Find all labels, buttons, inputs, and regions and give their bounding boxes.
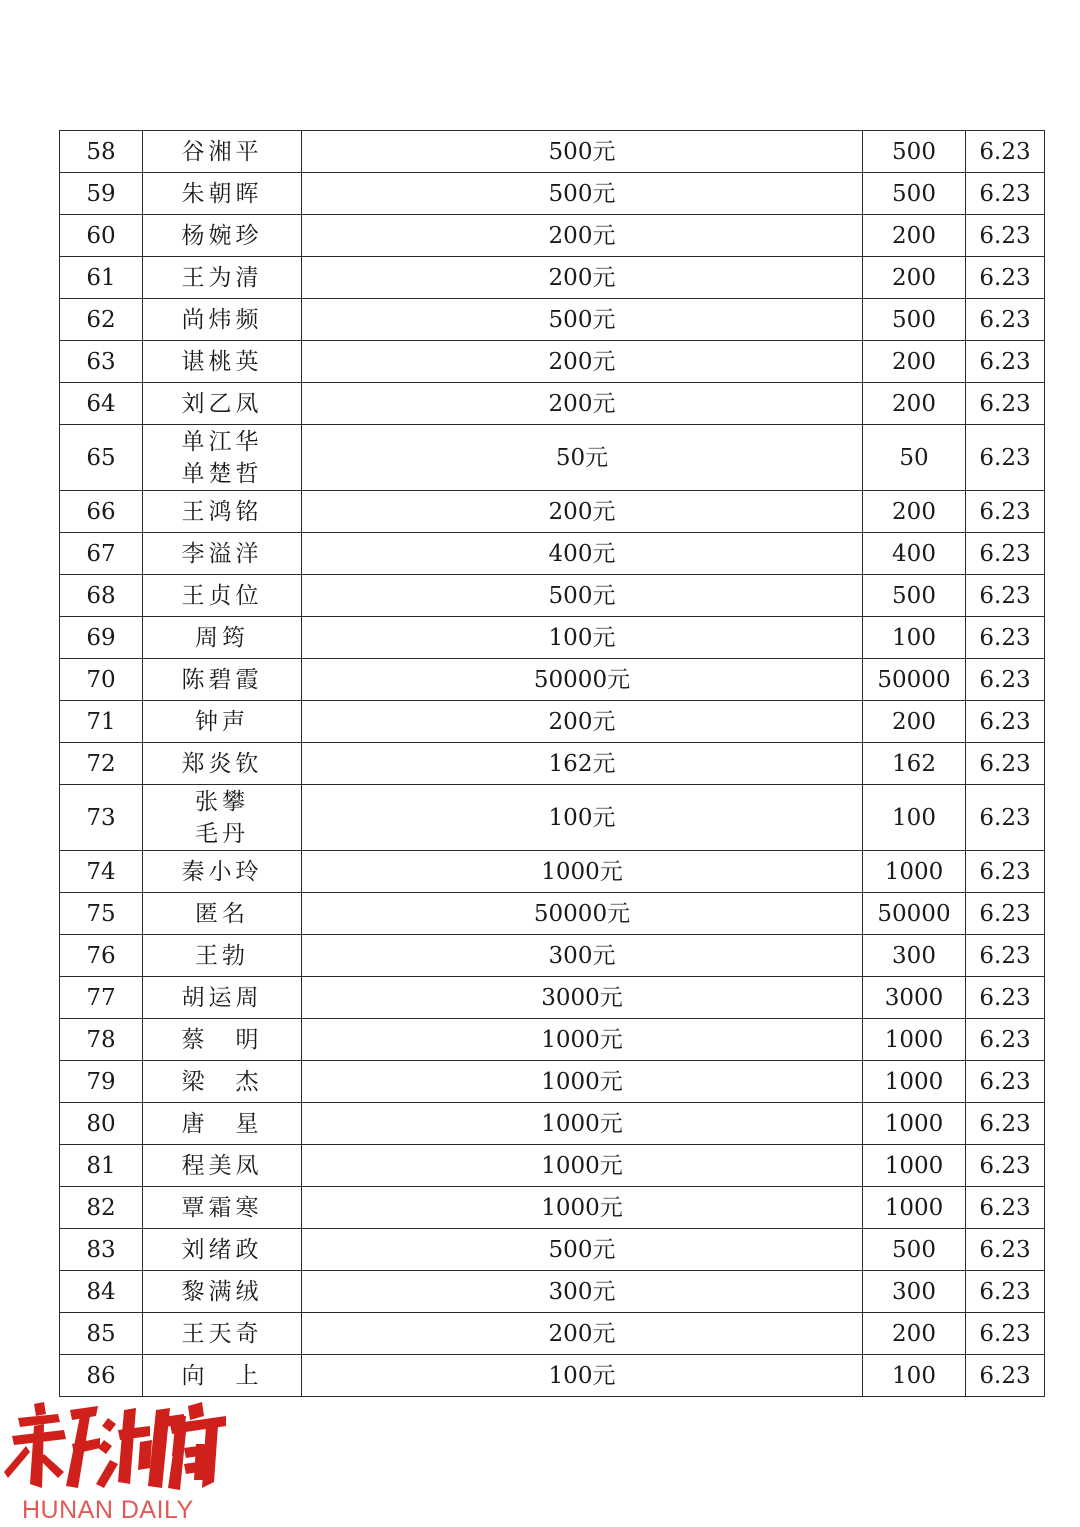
donor-name	[143, 1103, 302, 1145]
donation-date: 6.23	[966, 575, 1045, 617]
donation-amount: 1000元	[302, 1103, 863, 1145]
row-number: 71	[60, 701, 143, 743]
donor-name	[143, 1313, 302, 1355]
donor-name-line: 匿名	[195, 900, 249, 927]
row-number: 72	[60, 743, 143, 785]
donation-date: 6.23	[966, 1229, 1045, 1271]
donation-amount: 300元	[302, 935, 863, 977]
row-number: 65	[60, 425, 143, 491]
table-row	[60, 491, 1045, 533]
row-number: 76	[60, 935, 143, 977]
donor-name-line: 谷湘平	[181, 138, 263, 165]
table-row	[60, 383, 1045, 425]
donor-name-line: 刘乙凤	[181, 390, 263, 417]
donation-date: 6.23	[966, 425, 1045, 491]
table-row	[60, 257, 1045, 299]
donor-name	[143, 659, 302, 701]
donation-date: 6.23	[966, 893, 1045, 935]
donor-name-line: 王为清	[181, 264, 263, 291]
donation-table	[59, 130, 1045, 1397]
donor-name-line: 朱朝晖	[181, 180, 263, 207]
donation-amount: 50000元	[302, 893, 863, 935]
donor-name-line: 梁 杰	[181, 1068, 263, 1095]
donation-date: 6.23	[966, 491, 1045, 533]
donation-value: 50	[863, 425, 966, 491]
donor-name	[143, 173, 302, 215]
donation-amount: 500元	[302, 131, 863, 173]
donation-value: 200	[863, 701, 966, 743]
row-number: 62	[60, 299, 143, 341]
donation-date: 6.23	[966, 1271, 1045, 1313]
table-row	[60, 533, 1045, 575]
donor-name-line: 向 上	[181, 1362, 263, 1389]
donor-name	[143, 851, 302, 893]
donation-date: 6.23	[966, 701, 1045, 743]
row-number: 86	[60, 1355, 143, 1397]
donation-amount: 3000元	[302, 977, 863, 1019]
table-row	[60, 785, 1045, 851]
donation-value: 162	[863, 743, 966, 785]
donation-value: 100	[863, 617, 966, 659]
donation-date: 6.23	[966, 341, 1045, 383]
donor-name-line: 唐 星	[181, 1110, 263, 1137]
donation-amount: 162元	[302, 743, 863, 785]
donation-date: 6.23	[966, 215, 1045, 257]
donation-amount: 1000元	[302, 851, 863, 893]
donation-amount: 500元	[302, 173, 863, 215]
donation-date: 6.23	[966, 383, 1045, 425]
donor-name	[143, 977, 302, 1019]
row-number: 74	[60, 851, 143, 893]
donation-amount: 300元	[302, 1271, 863, 1313]
donor-name-line: 尚炜频	[181, 306, 263, 333]
donation-date: 6.23	[966, 617, 1045, 659]
donor-name	[143, 491, 302, 533]
row-number: 78	[60, 1019, 143, 1061]
donor-name-line: 胡运周	[181, 984, 263, 1011]
table-row	[60, 935, 1045, 977]
donation-value: 200	[863, 215, 966, 257]
donation-amount: 100元	[302, 617, 863, 659]
donation-value: 500	[863, 1229, 966, 1271]
table-row	[60, 425, 1045, 491]
donation-date: 6.23	[966, 299, 1045, 341]
donation-date: 6.23	[966, 785, 1045, 851]
row-number: 85	[60, 1313, 143, 1355]
donation-date: 6.23	[966, 1061, 1045, 1103]
donation-date: 6.23	[966, 659, 1045, 701]
donation-value: 400	[863, 533, 966, 575]
donation-value: 300	[863, 1271, 966, 1313]
donation-date: 6.23	[966, 743, 1045, 785]
donation-amount: 200元	[302, 701, 863, 743]
donor-name-line: 王天奇	[181, 1320, 263, 1347]
donation-amount: 50000元	[302, 659, 863, 701]
donation-value: 200	[863, 257, 966, 299]
donor-name	[143, 1187, 302, 1229]
table-row	[60, 341, 1045, 383]
table-row	[60, 701, 1045, 743]
donation-amount: 200元	[302, 383, 863, 425]
table-row	[60, 1229, 1045, 1271]
row-number: 68	[60, 575, 143, 617]
donation-value: 50000	[863, 893, 966, 935]
donor-name-line: 谌桃英	[181, 348, 263, 375]
donor-name	[143, 617, 302, 659]
donor-name-line: 王勃	[195, 942, 249, 969]
donor-name-line: 李溢洋	[181, 540, 263, 567]
row-number: 60	[60, 215, 143, 257]
table-row	[60, 977, 1045, 1019]
donor-name	[143, 1271, 302, 1313]
donation-value: 500	[863, 131, 966, 173]
donation-amount: 200元	[302, 1313, 863, 1355]
table-row	[60, 299, 1045, 341]
donor-name	[143, 575, 302, 617]
donation-value: 300	[863, 935, 966, 977]
donation-amount: 200元	[302, 215, 863, 257]
table-row	[60, 617, 1045, 659]
table-row	[60, 1271, 1045, 1313]
donation-amount: 400元	[302, 533, 863, 575]
donation-value: 500	[863, 173, 966, 215]
donor-name-line: 杨婉珍	[181, 222, 263, 249]
donor-name	[143, 701, 302, 743]
donor-name	[143, 383, 302, 425]
donor-name	[143, 743, 302, 785]
table-row	[60, 1313, 1045, 1355]
donor-name	[143, 935, 302, 977]
donation-amount: 500元	[302, 575, 863, 617]
donation-amount: 100元	[302, 1355, 863, 1397]
row-number: 79	[60, 1061, 143, 1103]
donor-name	[143, 1229, 302, 1271]
donation-value: 1000	[863, 1145, 966, 1187]
donation-amount: 50元	[302, 425, 863, 491]
table-body	[60, 131, 1045, 1397]
donation-value: 1000	[863, 851, 966, 893]
donation-date: 6.23	[966, 1019, 1045, 1061]
table-row	[60, 1019, 1045, 1061]
table-row	[60, 893, 1045, 935]
donor-name-line: 陈碧霞	[181, 666, 263, 693]
donor-name-line: 王贞位	[181, 582, 263, 609]
donor-name	[143, 1061, 302, 1103]
donation-date: 6.23	[966, 173, 1045, 215]
donation-value: 100	[863, 785, 966, 851]
xin-hunan-logo-mark	[0, 1396, 230, 1496]
row-number: 58	[60, 131, 143, 173]
row-number: 69	[60, 617, 143, 659]
row-number: 81	[60, 1145, 143, 1187]
row-number: 82	[60, 1187, 143, 1229]
row-number: 59	[60, 173, 143, 215]
donation-value: 1000	[863, 1187, 966, 1229]
donor-name	[143, 257, 302, 299]
donation-date: 6.23	[966, 1355, 1045, 1397]
row-number: 66	[60, 491, 143, 533]
donor-name	[143, 893, 302, 935]
table-row	[60, 851, 1045, 893]
donor-name	[143, 1019, 302, 1061]
donor-name	[143, 1355, 302, 1397]
donation-value: 200	[863, 1313, 966, 1355]
donation-date: 6.23	[966, 1313, 1045, 1355]
donor-name-line: 覃霜寒	[181, 1194, 263, 1221]
donation-value: 500	[863, 299, 966, 341]
row-number: 84	[60, 1271, 143, 1313]
donation-date: 6.23	[966, 131, 1045, 173]
donation-amount: 1000元	[302, 1061, 863, 1103]
donation-date: 6.23	[966, 1187, 1045, 1229]
donor-name	[143, 533, 302, 575]
row-number: 80	[60, 1103, 143, 1145]
table-row	[60, 743, 1045, 785]
table-row	[60, 1103, 1045, 1145]
donor-name-line: 黎满绒	[181, 1278, 263, 1305]
donor-name-line: 蔡 明	[181, 1026, 263, 1053]
donation-date: 6.23	[966, 1103, 1045, 1145]
donor-name-line: 周筠	[195, 624, 249, 651]
donation-value: 1000	[863, 1103, 966, 1145]
table-row	[60, 131, 1045, 173]
donor-name-line: 张攀	[195, 788, 249, 815]
donation-amount: 200元	[302, 257, 863, 299]
row-number: 64	[60, 383, 143, 425]
donation-amount: 200元	[302, 341, 863, 383]
donation-value: 100	[863, 1355, 966, 1397]
donor-name-line: 单江华	[181, 428, 263, 455]
row-number: 70	[60, 659, 143, 701]
donation-value: 3000	[863, 977, 966, 1019]
donor-name-line: 毛丹	[195, 820, 249, 847]
donation-amount: 500元	[302, 299, 863, 341]
table-row	[60, 659, 1045, 701]
donation-amount: 1000元	[302, 1019, 863, 1061]
row-number: 63	[60, 341, 143, 383]
logo-caption: HUNAN DAILY	[22, 1496, 194, 1524]
donor-name	[143, 341, 302, 383]
donation-value: 50000	[863, 659, 966, 701]
donor-name-line: 刘绪政	[181, 1236, 263, 1263]
table-row	[60, 1061, 1045, 1103]
donor-name	[143, 1145, 302, 1187]
donor-name-line: 程美凤	[181, 1152, 263, 1179]
donation-amount: 200元	[302, 491, 863, 533]
donor-name-line: 钟声	[195, 708, 249, 735]
table-row	[60, 173, 1045, 215]
donation-date: 6.23	[966, 977, 1045, 1019]
donor-name	[143, 215, 302, 257]
donor-name	[143, 131, 302, 173]
donation-date: 6.23	[966, 851, 1045, 893]
row-number: 73	[60, 785, 143, 851]
row-number: 75	[60, 893, 143, 935]
donor-name	[143, 785, 302, 851]
donation-amount: 1000元	[302, 1145, 863, 1187]
donation-amount: 500元	[302, 1229, 863, 1271]
donor-name	[143, 425, 302, 491]
table-row	[60, 215, 1045, 257]
donor-name-line: 秦小玲	[181, 858, 263, 885]
donation-value: 1000	[863, 1019, 966, 1061]
donation-value: 200	[863, 491, 966, 533]
donation-date: 6.23	[966, 935, 1045, 977]
donor-name	[143, 299, 302, 341]
donor-name-line: 王鸿铭	[181, 498, 263, 525]
donation-value: 500	[863, 575, 966, 617]
row-number: 83	[60, 1229, 143, 1271]
donor-name-line: 郑炎钦	[181, 750, 263, 777]
table-row	[60, 1355, 1045, 1397]
donation-date: 6.23	[966, 533, 1045, 575]
donation-date: 6.23	[966, 1145, 1045, 1187]
table-row	[60, 575, 1045, 617]
row-number: 67	[60, 533, 143, 575]
donation-value: 200	[863, 383, 966, 425]
hunan-daily-logo	[0, 1396, 230, 1527]
table-row	[60, 1187, 1045, 1229]
donation-value: 1000	[863, 1061, 966, 1103]
donation-amount: 1000元	[302, 1187, 863, 1229]
donation-amount: 100元	[302, 785, 863, 851]
donation-date: 6.23	[966, 257, 1045, 299]
row-number: 77	[60, 977, 143, 1019]
donation-value: 200	[863, 341, 966, 383]
row-number: 61	[60, 257, 143, 299]
table-row	[60, 1145, 1045, 1187]
donor-name-line: 单楚哲	[181, 460, 263, 487]
